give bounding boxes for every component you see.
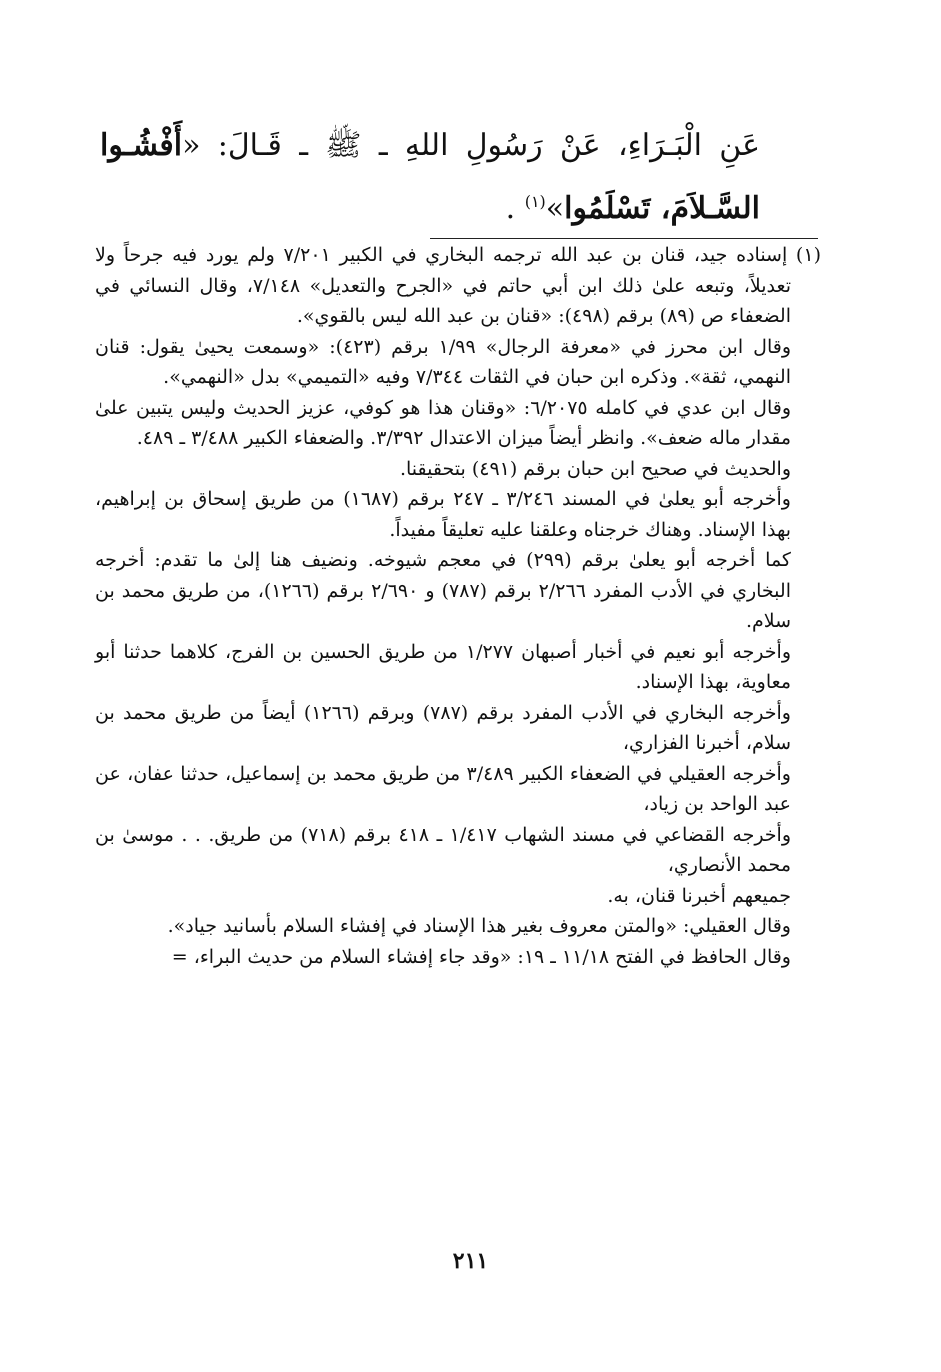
footnote-paragraph: وأخرجه البخاري في الأدب المفرد برقم (٧٨٧) وبرقم (١٢٦٦) أيضاً من طريق محمد بن سلام، أخبرنا الفزاري، <box>95 701 791 754</box>
footnote-paragraph: جميعهم أخبرنا قنان، به. <box>607 884 791 907</box>
footnotes <box>95 240 821 972</box>
hadith-text <box>100 118 760 237</box>
page-number: ٢١١ <box>452 1248 489 1274</box>
footnote-marker: (١) <box>524 192 546 211</box>
footnote-paragraph: وأخرجه أبو يعلىٰ في المسند ٣/٢٤٦ ـ ٢٤٧ برقم (١٦٨٧) من طريق إسحاق بن إبراهيم، بهذا الإسناد. وهناك خرجناه وعلقنا عليه تعليقاً مفيداً. <box>95 488 791 541</box>
footnote-paragraph: وقال العقيلي: «والمتن معروف بغير هذا الإسناد في إفشاء السلام بأسانيد جياد». <box>167 915 791 937</box>
hadith-intro: عَنِ الْبَـرَاءِ، عَنْ رَسُولِ اللهِ ـ ﷺ ـ قَـالَ: « <box>182 128 760 163</box>
hadith-end: . <box>505 191 525 226</box>
footnote-paragraph: وأخرجه القضاعي في مسند الشهاب ١/٤١٧ ـ ٤١٨ برقم (٧١٨) من طريق. . . موسىٰ بن محمد الأنصاري، <box>95 823 791 876</box>
footnote-paragraph: (١) إسناده جيد، قنان بن عبد الله ترجمه البخاري في الكبير ٧/٢٠١ ولم يورد فيه جرحاً ولا تعديلاً، وتبعه علىٰ ذلك ابن أبي حاتم في «الجرح والتعديل» ٧/١٤٨، وقال النسائي في الضعفاء ص (٨٩) برقم (٤٩٨): «قنان بن عبد الله ليس بالقوي». <box>95 244 821 327</box>
footnote-paragraph: وأخرجه أبو نعيم في أخبار أصبهان ١/٢٧٧ من طريق الحسين بن الفرج، كلاهما حدثنا أبو معاوية، بهذا الإسناد. <box>95 640 791 693</box>
footnote-paragraph: وقال ابن عدي في كامله ٦/٢٠٧٥: «وقنان هذا هو كوفي، عزيز الحديث وليس يتبين علىٰ مقدار ماله ضعف». وانظر أيضاً ميزان الاعتدال ٣/٣٩٢. والضعفاء الكبير ٣/٤٨٨ ـ ٤٨٩. <box>95 396 791 449</box>
footnote-paragraph: والحديث في صحيح ابن حبان برقم (٤٩١) بتحقيقنا. <box>399 457 791 480</box>
hadith-quote-close: » <box>545 191 565 226</box>
footnote-paragraph: كما أخرجه أبو يعلىٰ برقم (٢٩٩) في معجم شيوخه. ونضيف هنا إلىٰ ما تقدم: أخرجه البخاري في الأدب المفرد ٢/٢٦٦ برقم (٧٨٧) و ٢/٦٩٠ برقم (١٢٦٦)، من طريق محمد بن سلام. <box>95 549 791 632</box>
footnote-paragraph: وأخرجه العقيلي في الضعفاء الكبير ٣/٤٨٩ من طريق محمد بن إسماعيل، حدثنا عفان، عن عبد الواحد بن زياد، <box>95 762 791 815</box>
footnote-paragraph: وقال ابن محرز في «معرفة الرجال» ١/٩٩ برقم (٤٢٣): «وسمعت يحيىٰ يقول: قنان النهمي، ثقة». وذكره ابن حبان في الثقات ٧/٣٤٤ وفيه «التميمي» بدل «النهمي». <box>95 335 791 388</box>
hadith-quote: أَفْشُـوا السَّـلاَمَ، تَسْلَمُوا <box>100 128 760 226</box>
footnote-separator <box>430 238 818 239</box>
footnote-paragraph: وقال الحافظ في الفتح ١١/١٨ ـ ١٩: «وقد جاء إفشاء السلام من حديث البراء، = <box>171 945 791 968</box>
